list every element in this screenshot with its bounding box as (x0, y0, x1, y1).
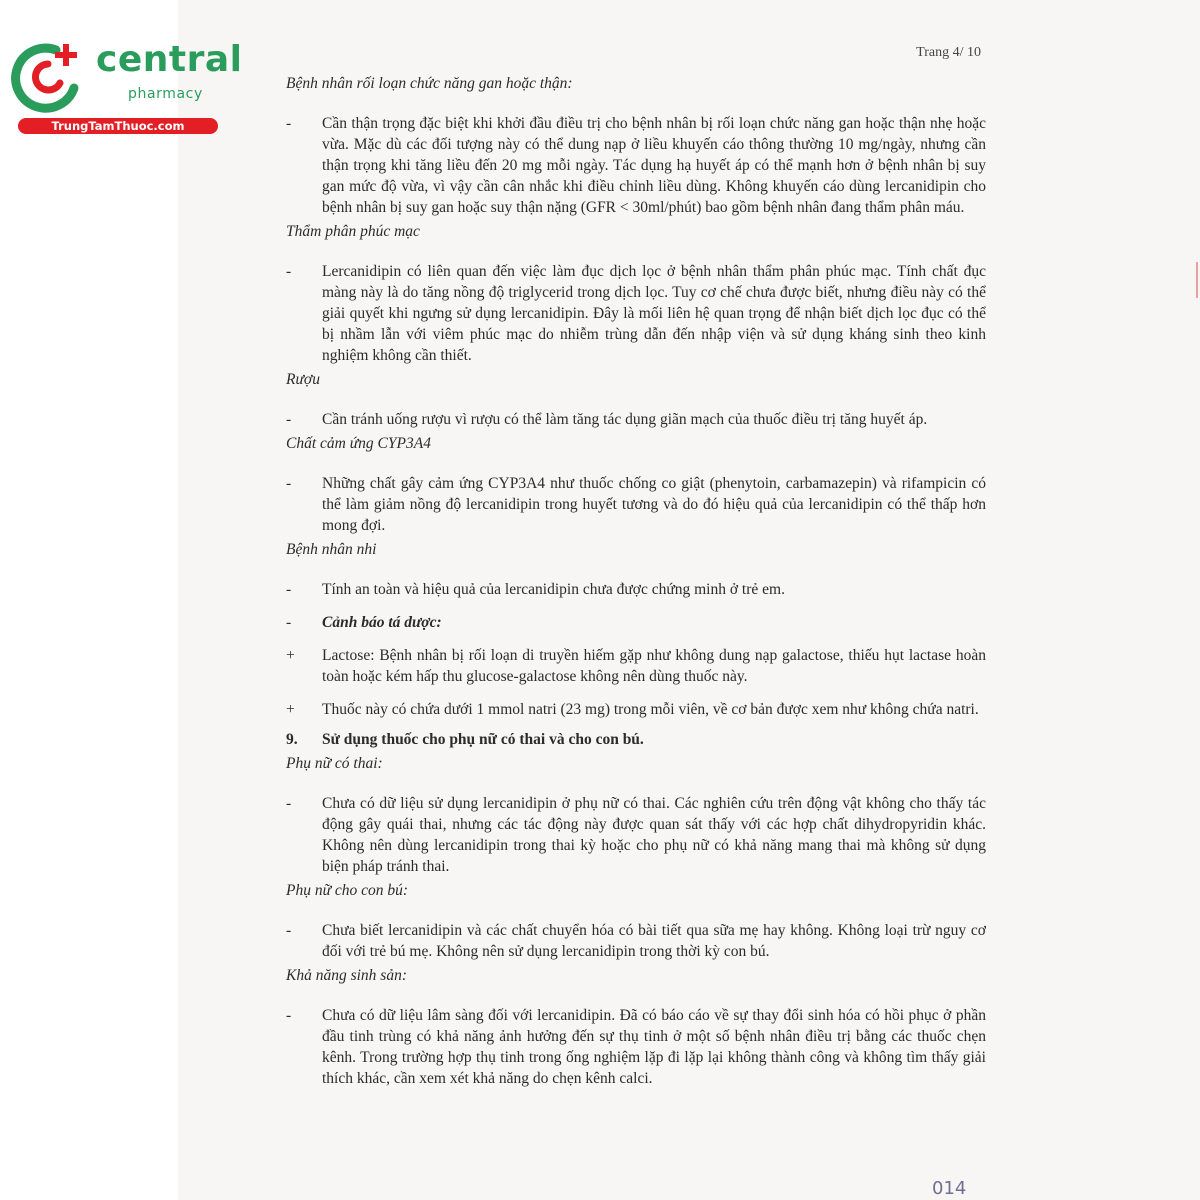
list-item-text: Tính an toàn và hiệu quả của lercanidipin chưa được chứng minh ở trẻ em. (322, 581, 785, 598)
list-item-text: Lercanidipin có liên quan đến việc làm đục dịch lọc ở bệnh nhân thẩm phân phúc mạc. Tính chất đục màng này là do tăng nồng độ triglycerid trong dịch lọc. Tuy cơ chế chưa được biết, nhưng điều này có thể giải quyết khi ngưng sử dụng lercanidipin. Đây là mối liên hệ quan trọng để nhận biết dịch lọc đục có thể bị nhầm lẫn với viêm phúc mạc do nhiễm trùng dẫn đến nhập viện và sử dụng kháng sinh theo kinh nghiệm không cần thiết. (322, 263, 986, 364)
list-marker: - (286, 263, 292, 280)
list-item-text: Cần thận trọng đặc biệt khi khởi đầu điều trị cho bệnh nhân bị rối loạn chức năng gan hoặc thận nhẹ hoặc vừa. Mặc dù các đối tượng này có thể dung nạp ở liều khuyến cáo thông thường 10 mg/ngày, nhưng cần thận trọng khi tăng liều đến 20 mg mỗi ngày. Tác dụng hạ huyết áp có thể mạnh hơn ở bệnh nhân bị suy gan mức độ vừa, vì vậy cần cân nhắc khi điều chỉnh liều dùng. Không khuyến cáo dùng lercanidipin cho bệnh nhân bị suy gan hoặc suy thận nặng (GFR < 30ml/phút) bao gồm bệnh nhân đang thẩm phân máu. (322, 115, 986, 216)
subsection-heading: Phụ nữ cho con bú: (286, 882, 409, 899)
page-stamp: 014 (932, 1178, 967, 1199)
list-item-text: Chưa có dữ liệu sử dụng lercanidipin ở phụ nữ có thai. Các nghiên cứu trên động vật không cho thấy tác động gây quái thai, nhưng các tác động này được quan sát thấy với các hợp chất dihydropyridin khác. Không nên dùng lercanidipin trong thai kỳ hoặc cho phụ nữ có khả năng mang thai mà không sử dụng biện pháp tránh thai. (322, 795, 986, 875)
list-item (286, 699, 986, 720)
list-item-text: Lactose: Bệnh nhân bị rối loạn di truyền hiếm gặp như không dung nạp galactose, thiếu hụt lactase hoàn toàn hoặc kém hấp thu glucose-galactose không nên dùng thuốc này. (322, 647, 986, 685)
page-number: Trang 4/ 10 (916, 45, 981, 60)
list-item-text: Chưa biết lercanidipin và các chất chuyển hóa có bài tiết qua sữa mẹ hay không. Không loại trừ nguy cơ đối với trẻ bú mẹ. Không nên sử dụng lercanidipin trong thời kỳ con bú. (322, 922, 986, 960)
list-marker: + (286, 701, 295, 718)
subsection-heading: Phụ nữ có thai: (286, 755, 383, 772)
logo-website: TrungTamThuoc.com (18, 118, 218, 134)
subsection-heading: Chất cảm ứng CYP3A4 (286, 435, 431, 452)
margin-mark (1196, 262, 1198, 298)
section-title: Sử dụng thuốc cho phụ nữ có thai và cho con bú. (322, 731, 644, 748)
document-body (286, 72, 986, 1091)
list-item (286, 793, 986, 877)
list-item-text: Cảnh báo tá dược: (322, 614, 442, 631)
list-marker: - (286, 581, 292, 598)
subsection-heading: Khả năng sinh sản: (286, 967, 407, 984)
list-item (286, 113, 986, 218)
list-item (286, 579, 986, 600)
subsection-heading: Thẩm phân phúc mạc (286, 223, 420, 240)
central-pharmacy-logo (8, 36, 243, 136)
list-item (286, 473, 986, 536)
list-item-text: Thuốc này có chứa dưới 1 mmol natri (23 mg) trong mỗi viên, về cơ bản được xem như không chứa natri. (322, 701, 979, 718)
list-item-text: Cần tránh uống rượu vì rượu có thể làm tăng tác dụng giãn mạch của thuốc điều trị tăng huyết áp. (322, 411, 928, 428)
list-item (286, 409, 986, 430)
list-item (286, 612, 986, 633)
list-marker: - (286, 922, 292, 939)
logo-name: central (96, 39, 243, 80)
list-item (286, 645, 986, 687)
list-marker: + (286, 647, 295, 664)
list-marker: - (286, 614, 292, 631)
list-marker: - (286, 1007, 292, 1024)
subsection-heading: Rượu (286, 371, 320, 388)
logo-subtitle: pharmacy (128, 86, 203, 102)
list-item (286, 1005, 986, 1089)
list-marker: - (286, 115, 292, 132)
list-item-text: Chưa có dữ liệu lâm sàng đối với lercanidipin. Đã có báo cáo về sự thay đổi sinh hóa có hồi phục ở phần đầu tinh trùng có khả năng ảnh hưởng đến sự thụ tinh ở một số bệnh nhân điều trị bằng các thuốc chẹn kênh. Trong trường hợp thụ tinh trong ống nghiệm lặp đi lặp lại không thành công và không tìm thấy giải thích khác, cần xem xét khả năng do chẹn kênh calci. (322, 1007, 986, 1087)
list-item (286, 261, 986, 366)
subsection-heading: Bệnh nhân nhi (286, 541, 377, 558)
list-marker: - (286, 795, 292, 812)
central-pharmacy-logo-icon (8, 36, 88, 116)
list-item (286, 920, 986, 962)
subsection-heading: Bệnh nhân rối loạn chức năng gan hoặc thận: (286, 75, 573, 92)
list-marker: 9. (286, 731, 298, 748)
list-marker: - (286, 475, 292, 492)
list-item-text: Những chất gây cảm ứng CYP3A4 như thuốc chống co giật (phenytoin, carbamazepin) và rifampicin có thể làm giảm nồng độ lercanidipin trong huyết tương và do đó hiệu quả của lercanidipin có thể thấp hơn mong đợi. (322, 475, 986, 534)
list-marker: - (286, 411, 292, 428)
section-heading (286, 728, 986, 752)
